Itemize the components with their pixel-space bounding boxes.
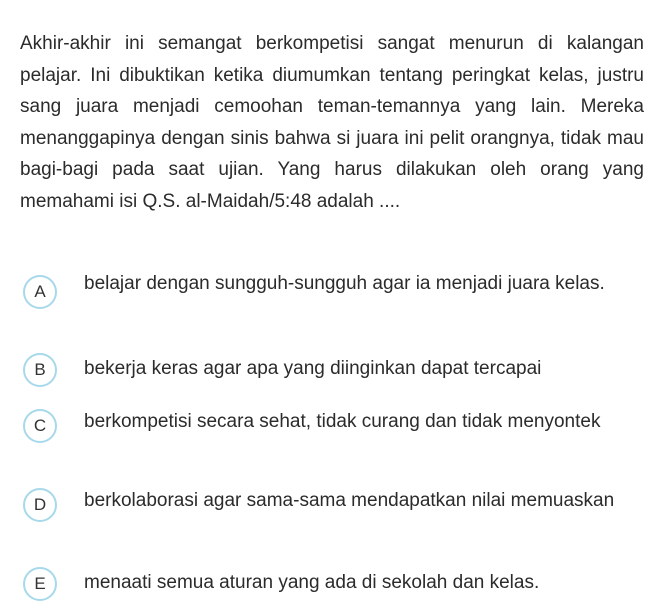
option-a-badge[interactable]: A [23,275,57,309]
option-c-text: berkompetisi secara sehat, tidak curang dan tidak menyontek [84,411,601,432]
option-a-text: belajar dengan sungguh-sungguh agar ia menjadi juara kelas. [84,273,605,294]
option-b-badge[interactable]: B [23,353,57,387]
option-e-badge[interactable]: E [23,567,57,601]
option-e-text: menaati semua aturan yang ada di sekolah dan kelas. [84,572,540,593]
question-text: Akhir-akhir ini semangat berkompetisi sangat menurun di kalangan pelajar. Ini dibuktikan ketika diumumkan tentang peringkat kelas, justru sang juara menjadi cemoohan teman-temannya yang lain. Mereka menanggapinya dengan sinis bahwa si juara ini pelit orangnya, tidak mau bagi-bagi pada saat ujian. Yang harus dilakukan oleh orang yang memahami isi Q.S. al-Maidah/5:48 adalah .... [20,33,644,212]
option-b-text: bekerja keras agar apa yang diinginkan dapat tercapai [84,358,542,379]
option-d-text: berkolaborasi agar sama-sama mendapatkan nilai memuaskan [84,490,615,511]
option-c-badge[interactable]: C [23,409,57,443]
option-d-badge[interactable]: D [23,488,57,522]
